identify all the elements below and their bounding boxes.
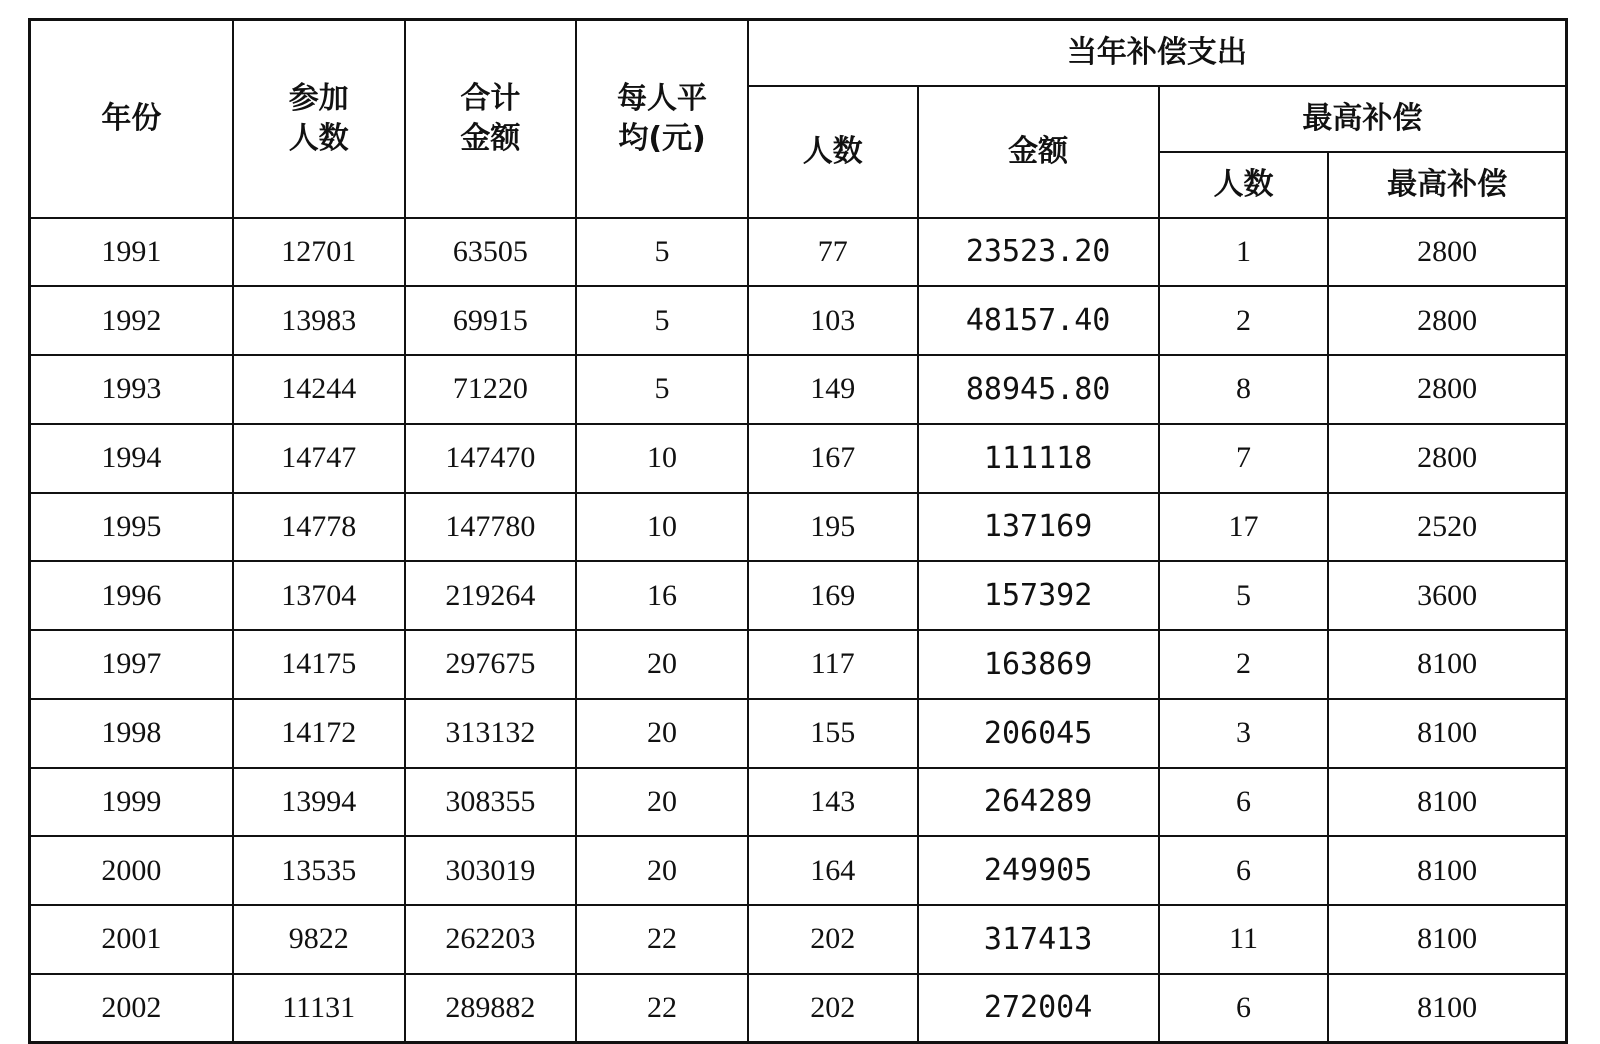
cell-participants: 11131 bbox=[233, 974, 405, 1043]
cell-max-amount: 8100 bbox=[1328, 905, 1566, 974]
cell-average: 20 bbox=[576, 768, 748, 837]
table-row bbox=[30, 630, 1567, 699]
cell-participants: 14778 bbox=[233, 493, 405, 562]
cell-total-amount: 308355 bbox=[405, 768, 577, 837]
cell-max-people: 6 bbox=[1159, 836, 1329, 905]
header-average-per-person: 每人平 均(元) bbox=[576, 20, 748, 218]
table-row bbox=[30, 355, 1567, 424]
cell-payout-people: 202 bbox=[748, 905, 918, 974]
table-row bbox=[30, 286, 1567, 355]
cell-payout-people: 202 bbox=[748, 974, 918, 1043]
cell-max-amount: 8100 bbox=[1328, 836, 1566, 905]
cell-year: 1992 bbox=[30, 286, 233, 355]
cell-max-amount: 2520 bbox=[1328, 493, 1566, 562]
header-participants: 参加 人数 bbox=[233, 20, 405, 218]
cell-payout-amount: 206045 bbox=[918, 699, 1159, 768]
table-row bbox=[30, 218, 1567, 287]
cell-average: 22 bbox=[576, 905, 748, 974]
cell-payout-people: 167 bbox=[748, 424, 918, 493]
cell-payout-people: 169 bbox=[748, 561, 918, 630]
table-row bbox=[30, 768, 1567, 837]
cell-max-people: 8 bbox=[1159, 355, 1329, 424]
table-body bbox=[30, 218, 1567, 1043]
cell-payout-amount: 23523.20 bbox=[918, 218, 1159, 287]
table-row bbox=[30, 699, 1567, 768]
statistics-table bbox=[28, 18, 1568, 1044]
cell-payout-amount: 272004 bbox=[918, 974, 1159, 1043]
cell-payout-amount: 264289 bbox=[918, 768, 1159, 837]
cell-max-people: 5 bbox=[1159, 561, 1329, 630]
cell-max-amount: 2800 bbox=[1328, 355, 1566, 424]
cell-total-amount: 262203 bbox=[405, 905, 577, 974]
cell-participants: 13704 bbox=[233, 561, 405, 630]
cell-total-amount: 313132 bbox=[405, 699, 577, 768]
table-row bbox=[30, 561, 1567, 630]
cell-participants: 14175 bbox=[233, 630, 405, 699]
cell-total-amount: 63505 bbox=[405, 218, 577, 287]
table-row bbox=[30, 974, 1567, 1043]
cell-year: 1995 bbox=[30, 493, 233, 562]
cell-average: 5 bbox=[576, 355, 748, 424]
cell-max-people: 11 bbox=[1159, 905, 1329, 974]
cell-total-amount: 289882 bbox=[405, 974, 577, 1043]
cell-average: 22 bbox=[576, 974, 748, 1043]
cell-average: 20 bbox=[576, 836, 748, 905]
cell-participants: 14172 bbox=[233, 699, 405, 768]
cell-payout-people: 164 bbox=[748, 836, 918, 905]
cell-max-people: 17 bbox=[1159, 493, 1329, 562]
table-row bbox=[30, 836, 1567, 905]
cell-average: 10 bbox=[576, 424, 748, 493]
cell-max-people: 7 bbox=[1159, 424, 1329, 493]
cell-total-amount: 297675 bbox=[405, 630, 577, 699]
cell-year: 1993 bbox=[30, 355, 233, 424]
cell-total-amount: 219264 bbox=[405, 561, 577, 630]
cell-max-amount: 8100 bbox=[1328, 768, 1566, 837]
header-annual-payout: 当年补偿支出 bbox=[748, 20, 1567, 86]
cell-max-amount: 2800 bbox=[1328, 286, 1566, 355]
cell-average: 10 bbox=[576, 493, 748, 562]
cell-payout-people: 77 bbox=[748, 218, 918, 287]
cell-participants: 14244 bbox=[233, 355, 405, 424]
cell-max-amount: 8100 bbox=[1328, 630, 1566, 699]
cell-max-people: 3 bbox=[1159, 699, 1329, 768]
cell-total-amount: 303019 bbox=[405, 836, 577, 905]
cell-max-people: 1 bbox=[1159, 218, 1329, 287]
cell-payout-amount: 88945.80 bbox=[918, 355, 1159, 424]
header-payout-people: 人数 bbox=[748, 86, 918, 218]
header-max-compensation-group: 最高补偿 bbox=[1159, 86, 1567, 152]
cell-max-amount: 8100 bbox=[1328, 699, 1566, 768]
cell-payout-people: 149 bbox=[748, 355, 918, 424]
cell-year: 1999 bbox=[30, 768, 233, 837]
cell-year: 1996 bbox=[30, 561, 233, 630]
cell-max-amount: 2800 bbox=[1328, 424, 1566, 493]
cell-max-people: 2 bbox=[1159, 630, 1329, 699]
cell-participants: 12701 bbox=[233, 218, 405, 287]
cell-max-amount: 3600 bbox=[1328, 561, 1566, 630]
cell-total-amount: 71220 bbox=[405, 355, 577, 424]
cell-average: 20 bbox=[576, 699, 748, 768]
table-row bbox=[30, 905, 1567, 974]
cell-year: 1994 bbox=[30, 424, 233, 493]
table-row bbox=[30, 493, 1567, 562]
header-payout-amount: 金额 bbox=[918, 86, 1159, 218]
header-max-amount: 最高补偿 bbox=[1328, 152, 1566, 218]
cell-payout-people: 155 bbox=[748, 699, 918, 768]
cell-year: 1997 bbox=[30, 630, 233, 699]
cell-max-people: 2 bbox=[1159, 286, 1329, 355]
cell-payout-people: 195 bbox=[748, 493, 918, 562]
cell-payout-amount: 157392 bbox=[918, 561, 1159, 630]
cell-total-amount: 147470 bbox=[405, 424, 577, 493]
cell-average: 5 bbox=[576, 286, 748, 355]
cell-year: 1991 bbox=[30, 218, 233, 287]
cell-payout-people: 103 bbox=[748, 286, 918, 355]
cell-payout-amount: 48157.40 bbox=[918, 286, 1159, 355]
cell-total-amount: 147780 bbox=[405, 493, 577, 562]
cell-max-people: 6 bbox=[1159, 768, 1329, 837]
cell-year: 2002 bbox=[30, 974, 233, 1043]
cell-total-amount: 69915 bbox=[405, 286, 577, 355]
cell-payout-people: 117 bbox=[748, 630, 918, 699]
header-year: 年份 bbox=[30, 20, 233, 218]
cell-payout-amount: 163869 bbox=[918, 630, 1159, 699]
cell-average: 16 bbox=[576, 561, 748, 630]
cell-payout-amount: 137169 bbox=[918, 493, 1159, 562]
cell-year: 2001 bbox=[30, 905, 233, 974]
cell-payout-people: 143 bbox=[748, 768, 918, 837]
cell-participants: 9822 bbox=[233, 905, 405, 974]
cell-average: 20 bbox=[576, 630, 748, 699]
cell-year: 2000 bbox=[30, 836, 233, 905]
cell-max-people: 6 bbox=[1159, 974, 1329, 1043]
cell-payout-amount: 111118 bbox=[918, 424, 1159, 493]
cell-participants: 13983 bbox=[233, 286, 405, 355]
cell-average: 5 bbox=[576, 218, 748, 287]
cell-payout-amount: 317413 bbox=[918, 905, 1159, 974]
cell-year: 1998 bbox=[30, 699, 233, 768]
cell-max-amount: 8100 bbox=[1328, 974, 1566, 1043]
cell-participants: 14747 bbox=[233, 424, 405, 493]
cell-max-amount: 2800 bbox=[1328, 218, 1566, 287]
table-header bbox=[30, 20, 1567, 218]
header-max-people: 人数 bbox=[1159, 152, 1329, 218]
cell-payout-amount: 249905 bbox=[918, 836, 1159, 905]
table-row bbox=[30, 424, 1567, 493]
cell-participants: 13535 bbox=[233, 836, 405, 905]
header-total-amount: 合计 金额 bbox=[405, 20, 577, 218]
cell-participants: 13994 bbox=[233, 768, 405, 837]
